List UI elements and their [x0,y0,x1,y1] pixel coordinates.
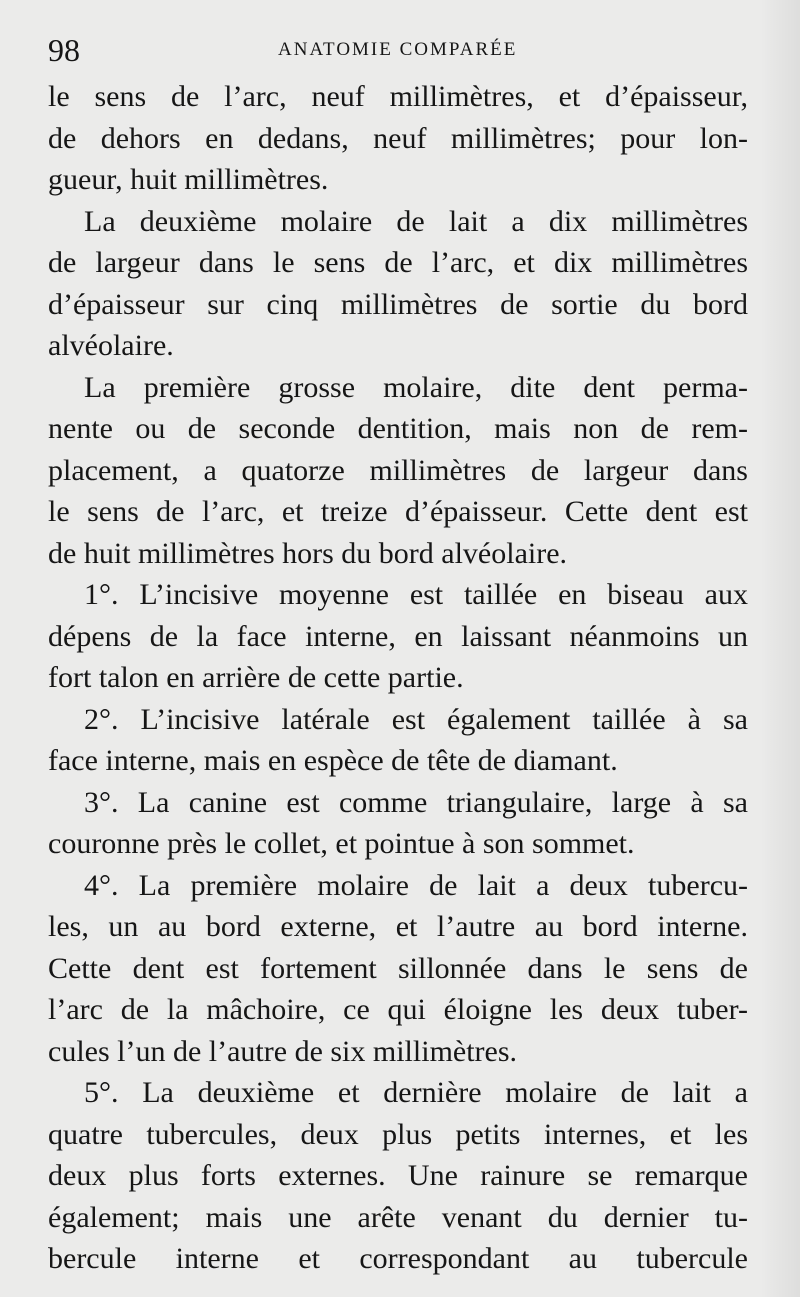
text-line: dépens de la face interne, en laissant néanmoins un [48,619,748,653]
text-line: 1°. L’incisive moyenne est taillée en biseau aux [84,578,748,611]
text-line: gueur, huit millimètres. [48,163,329,196]
text-line: couronne près le collet, et pointue à son sommet. [48,827,635,860]
text-line: 4°. La première molaire de lait a deux tubercu- [84,868,748,902]
text-line: 3°. La canine est comme triangulaire, large à sa [84,785,748,819]
text-line: de huit millimètres hors du bord alvéolaire. [48,536,568,570]
text-line: les, un au bord externe, et l’autre au bord interne. [48,910,748,943]
body-text [48,76,748,1280]
text-line: le sens de l’arc, et treize d’épaisseur. Cette dent est [48,495,748,528]
text-line: 5°. La deuxième et dernière molaire de lait a [84,1076,748,1109]
text-line: cules l’un de l’autre de six millimètres. [48,1034,518,1068]
text-line: Cette dent est fortement sillonnée dans le sens de [48,951,748,985]
text-line: nente ou de seconde dentition, mais non de rem- [48,412,748,445]
text-line: de largeur dans le sens de l’arc, et dix millimètres [48,246,748,279]
text-line: fort talon en arrière de cette partie. [48,661,464,694]
text-line: également; mais une arête venant du dernier tu- [48,1200,748,1234]
text-line: bercule interne et correspondant au tubercule [48,1242,748,1275]
text-line: de dehors en dedans, neuf millimètres; pour lon- [48,121,748,155]
text-line: le sens de l’arc, neuf millimètres, et d’épaisseur, [48,80,748,113]
page-header [48,30,748,70]
page-number: 98 [48,32,80,68]
text-line: La deuxième molaire de lait a dix millimètres [84,204,748,238]
text-line: placement, a quatorze millimètres de largeur dans [48,453,748,487]
text-line: 2°. L’incisive latérale est également taillée à sa [84,702,748,736]
text-line: d’épaisseur sur cinq millimètres de sortie du bord [48,287,748,321]
text-line: La première grosse molaire, dite dent perma- [84,370,748,404]
text-line: quatre tubercules, deux plus petits internes, et les [48,1117,748,1151]
text-line: alvéolaire. [48,329,174,362]
text-line: face interne, mais en espèce de tête de diamant. [48,744,618,777]
running-title: ANATOMIE COMPARÉE [278,39,518,60]
text-line: l’arc de la mâchoire, ce qui éloigne les deux tuber- [48,993,748,1026]
page-edge-shadow [760,0,800,1297]
text-line: deux plus forts externes. Une rainure se remarque [48,1159,748,1192]
